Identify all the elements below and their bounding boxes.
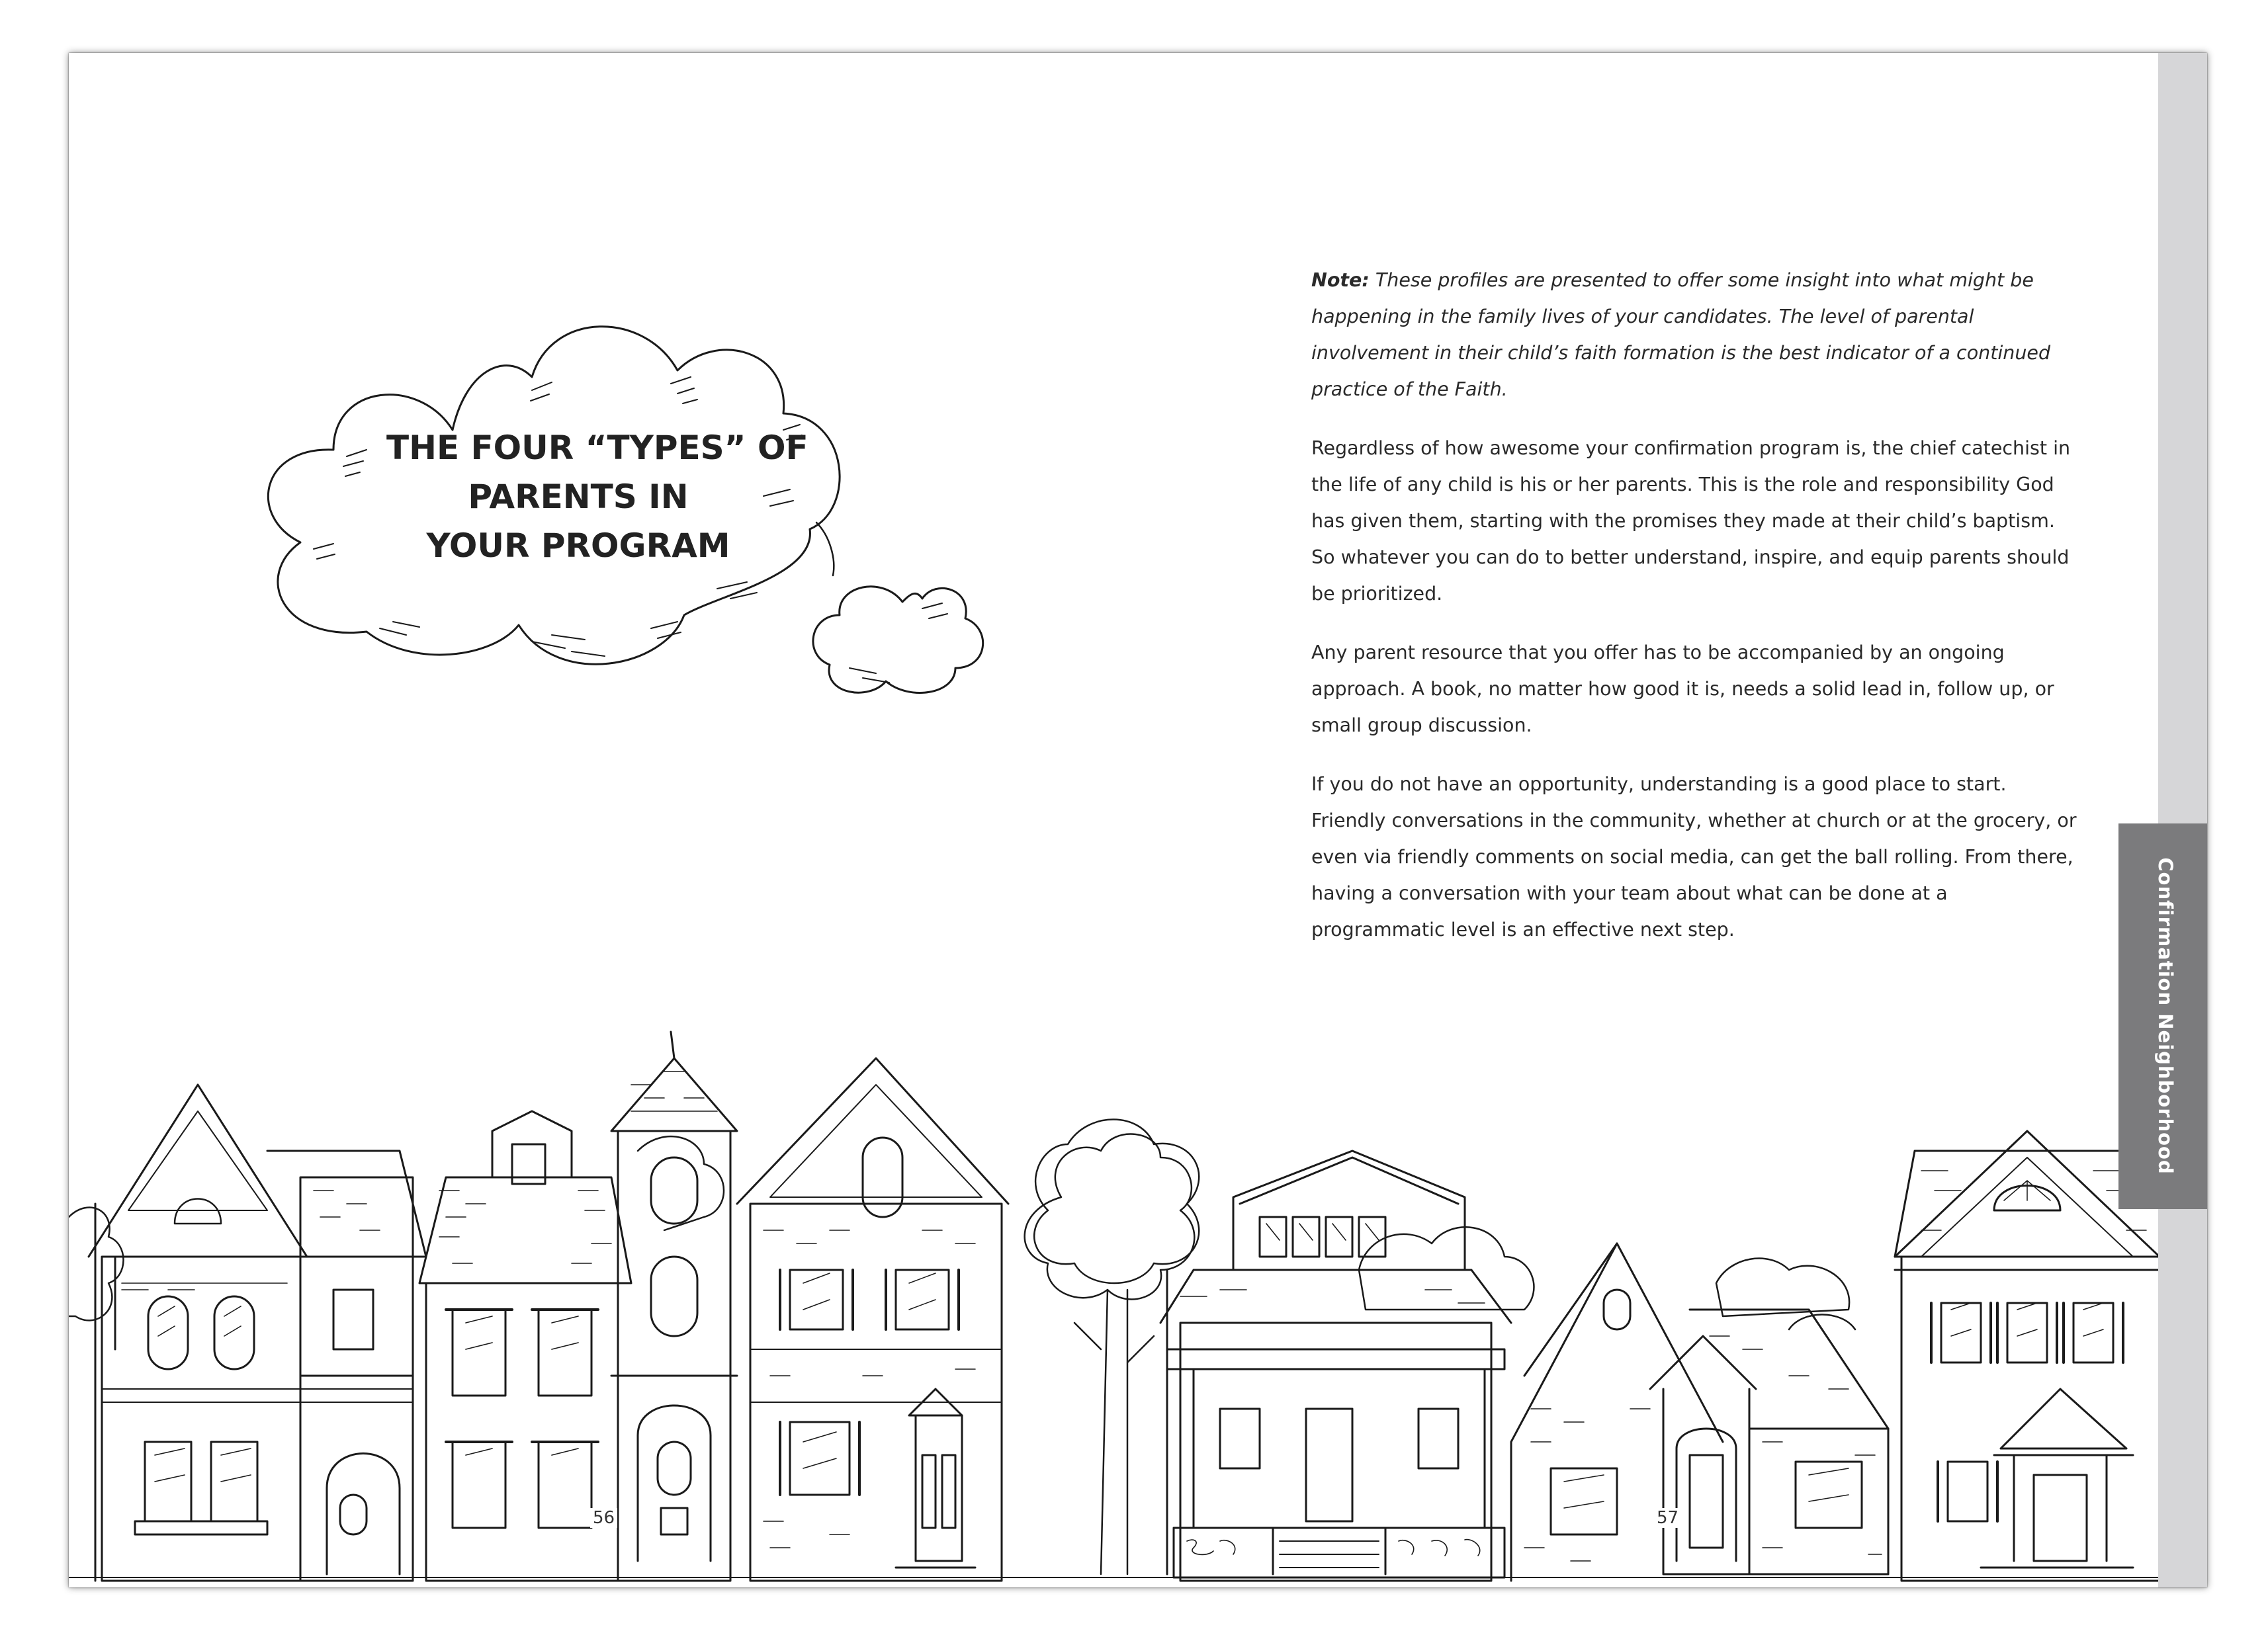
book-spread — [69, 53, 2207, 1587]
section-tab-label: Confirmation Neighborhood — [2154, 857, 2177, 1175]
note-text: These profiles are presented to offer some insight into what might be happening in the family lives of your candidates. The level of parental involvement in their child’s faith formation is the best indicator of a continued practice of the Faith. — [1311, 269, 2051, 400]
cloud-title-line-3: YOUR PROGRAM — [426, 526, 730, 565]
cloud-title — [386, 423, 808, 570]
body-paragraph-1: Regardless of how awesome your confirmation program is, the chief catechist in the life of any child is his or her parents. This is the role and responsibility God has given them, starting with the promises they made at their child’s baptism. So whatever you can do to better understand, inspire, and equip parents should be prioritized. — [1311, 437, 2071, 605]
body-paragraph-3: If you do not have an opportunity, understanding is a good place to start. Friendly conversations in the community, whether at church or at the grocery, or even via friendly comments on social media, can get the ball rolling. From there, having a conversation with your team about what can be done at a programmatic level is an effective next step. — [1311, 773, 2077, 941]
cloud-title-line-1: THE FOUR “TYPES” OF — [386, 429, 808, 467]
note-label: Note: — [1311, 269, 1370, 291]
page-number-left: 56 — [590, 1508, 617, 1528]
houses-illustration — [69, 979, 2158, 1587]
body-text-column — [1311, 262, 2079, 970]
cloud-title-line-2: PARENTS IN — [468, 478, 689, 516]
body-paragraph-2: Any parent resource that you offer has to be accompanied by an ongoing approach. A book, no matter how good it is, needs a solid lead in, follow up, or small group discussion. — [1311, 642, 2054, 736]
section-tab — [2118, 823, 2207, 1209]
page-number-right: 57 — [1654, 1508, 1681, 1528]
page-edge-strip — [2158, 53, 2207, 1587]
note-paragraph — [1311, 262, 2079, 407]
